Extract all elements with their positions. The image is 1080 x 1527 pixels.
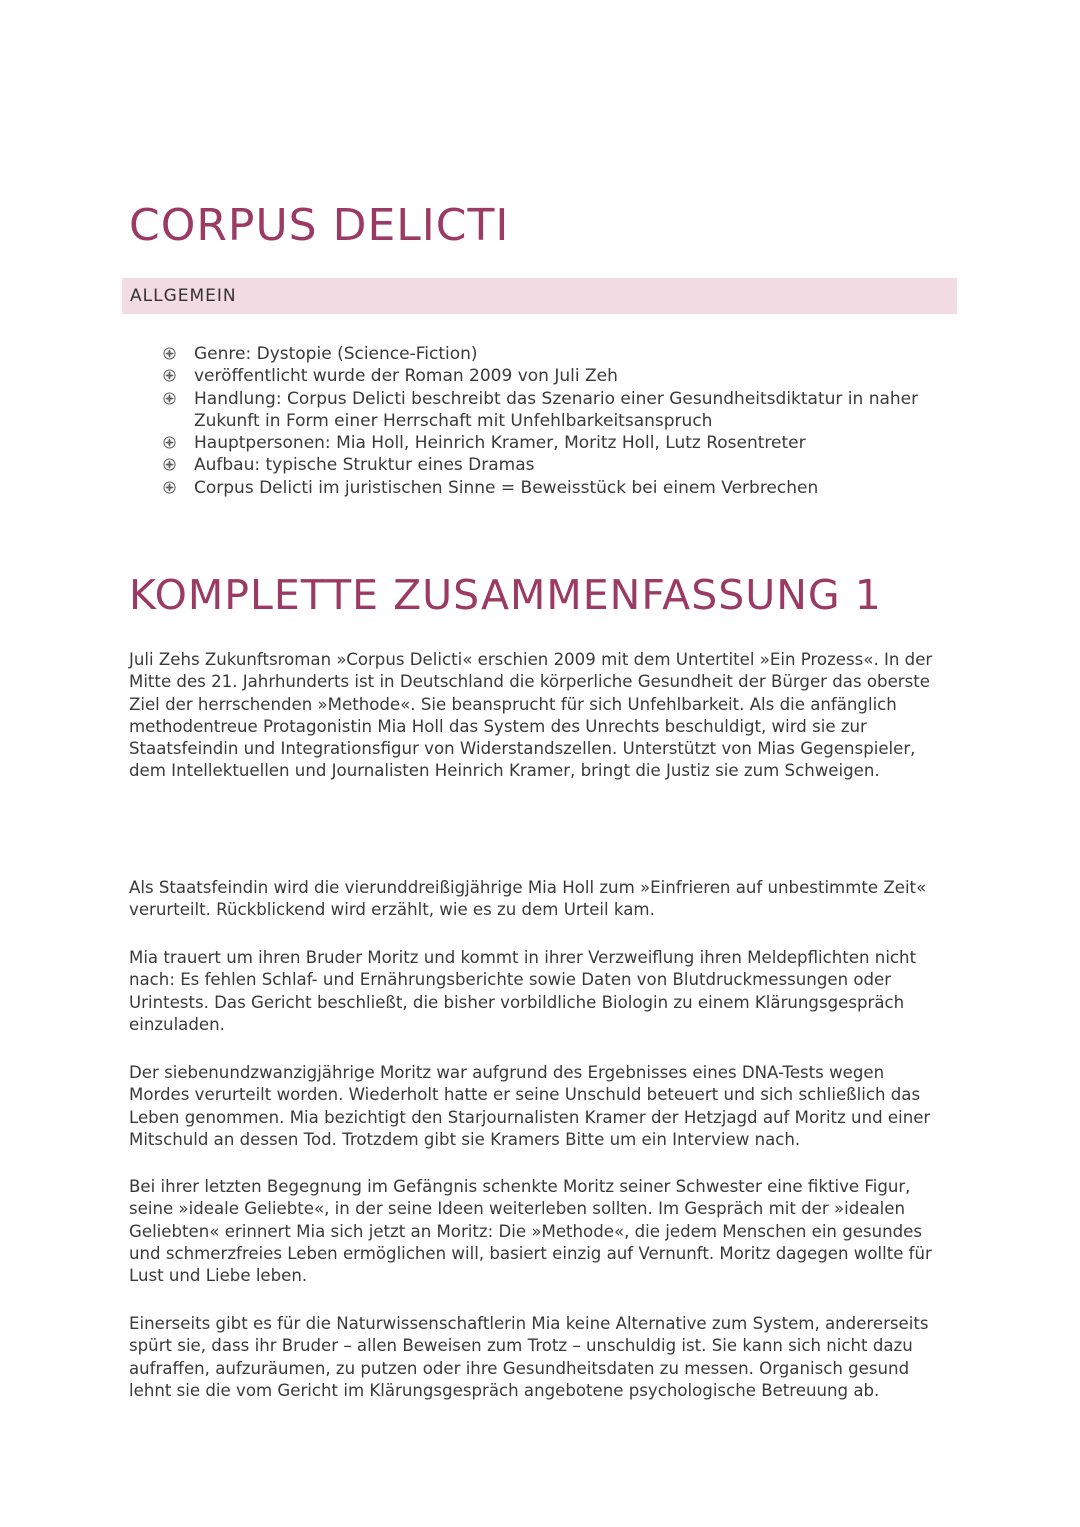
bullet-text: veröffentlicht wurde der Roman 2009 von Juli Zeh [194, 366, 618, 387]
summary-paragraph: Als Staatsfeindin wird die vierunddreißigjährige Mia Holl zum »Einfrieren auf unbestimmte Zeit« verurteilt. Rückblickend wird erzählt, wie es zu dem Urteil kam. [129, 878, 927, 920]
bullet-item [163, 388, 953, 433]
flower-bullet-icon [163, 458, 176, 471]
section-header-bar [122, 278, 957, 314]
bullet-item [163, 365, 953, 387]
flower-bullet-icon [163, 347, 176, 360]
section-header-label: ALLGEMEIN [130, 286, 237, 306]
summary-paragraph: Einerseits gibt es für die Naturwissenschaftlerin Mia keine Alternative zum System, andererseits spürt sie, dass ihr Bruder – allen Beweisen zum Trotz – unschuldig ist. Sie kann sich nicht dazu aufraffen, aufzuräumen, zu putzen oder ihre Gesundheitsdaten zu messen. Organisch gesund lehnt sie die vom Gericht im Klärungsgespräch angebotene psychologische Betreuung ab. [129, 1314, 929, 1400]
bullet-item [163, 343, 953, 365]
flower-bullet-icon [163, 436, 176, 449]
bullet-text: Aufbau: typische Struktur eines Dramas [194, 455, 535, 476]
bullet-text: Genre: Dystopie (Science-Fiction) [194, 344, 478, 364]
summary-title: KOMPLETTE ZUSAMMENFASSUNG 1 [129, 571, 882, 619]
summary-paragraph-intro: Juli Zehs Zukunftsroman »Corpus Delicti« erschien 2009 mit dem Untertitel »Ein Prozess«. In der Mitte des 21. Jahrhunderts ist in Deutschland die körperliche Gesundheit der Bürger das oberste Ziel der herrschenden »Methode«. Sie beansprucht für sich Unfehlbarkeit. Als die anfänglich methodentreue Protagonistin Mia Holl das System des Unrechts beschuldigt, wird sie zur Staatsfeindin und Integrationsfigur von Widerstandszellen. Unterstützt von Mias Gegenspieler, dem Intellektuellen und Journalisten Heinrich Kramer, bringt die Justiz sie zum Schweigen. [129, 650, 933, 781]
flower-bullet-icon [163, 369, 176, 382]
info-bullet-list [163, 343, 953, 499]
flower-bullet-icon [163, 392, 176, 405]
summary-paragraph: Der siebenundzwanzigjährige Moritz war aufgrund des Ergebnisses eines DNA-Tests wegen Mordes verurteilt worden. Wiederholt hatte er seine Unschuld beteuert und sich schließlich das Leben genommen. Mia bezichtigt den Starjournalisten Kramer der Hetzjagd auf Moritz und einer Mitschuld an dessen Tod. Trotzdem gibt sie Kramers Bitte um ein Interview nach. [129, 1063, 931, 1149]
bullet-item [163, 477, 953, 499]
bullet-item [163, 454, 953, 476]
bullet-text: Handlung: Corpus Delicti beschreibt das Szenario einer Gesundheitsdiktatur in naher Zukunft in Form einer Herrschaft mit Unfehlbarkeitsanspruch [194, 388, 919, 431]
summary-paragraph: Bei ihrer letzten Begegnung im Gefängnis schenkte Moritz seiner Schwester eine fiktive Figur, seine »ideale Geliebte«, in der seine Ideen weiterleben sollten. Im Gespräch mit der »idealen Geliebten« erinnert Mia sich jetzt an Moritz: Die »Methode«, die jedem Menschen ein gesundes und schmerzfreies Leben ermöglichen will, basiert einzig auf Vernunft. Moritz dagegen wollte für Lust und Liebe leben. [129, 1177, 932, 1286]
bullet-item [163, 432, 953, 454]
bullet-text: Corpus Delicti im juristischen Sinne = Beweisstück bei einem Verbrechen [194, 477, 819, 498]
summary-paragraph: Mia trauert um ihren Bruder Moritz und kommt in ihrer Verzweiflung ihren Meldepflichten nicht nach: Es fehlen Schlaf- und Ernährungsberichte sowie Daten von Blutdruckmessungen oder Urintests. Das Gericht beschließt, die bisher vorbildliche Biologin zu einem Klärungsgespräch einzuladen. [129, 948, 917, 1034]
flower-bullet-icon [163, 481, 176, 494]
bullet-text: Hauptpersonen: Mia Holl, Heinrich Kramer, Moritz Holl, Lutz Rosentreter [194, 433, 806, 454]
document-title: CORPUS DELICTI [129, 200, 510, 251]
